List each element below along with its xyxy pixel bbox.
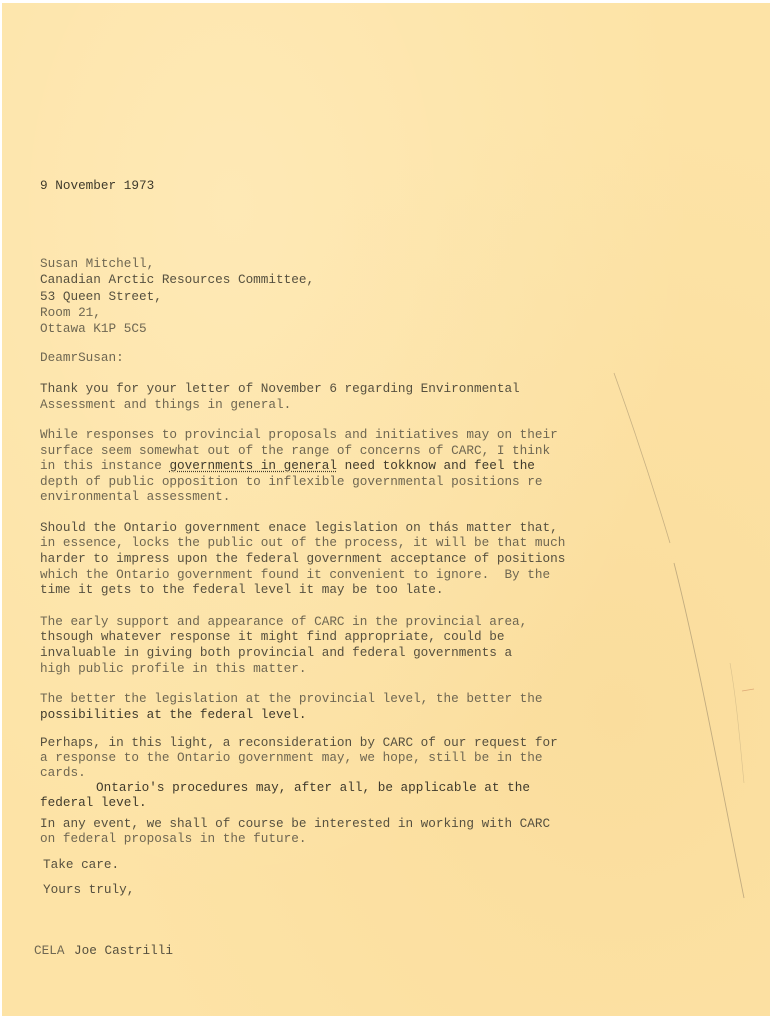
paragraph-2-line-1: While responses to provincial proposals and initiatives may on their [40, 427, 558, 442]
letter-page [2, 3, 770, 1016]
paragraph-2-line-3-end: need tokknow and feel the [344, 458, 535, 473]
recipient-organization: Canadian Arctic Resources Committee, [40, 272, 315, 287]
paragraph-5-line-2: possibilities at the federal level. [40, 707, 307, 722]
paragraph-3-line-2: in essence, locks the public out of the process, it will be that much [40, 535, 566, 550]
pencil-stroke-upper [614, 373, 670, 543]
signature-overtype: CELA [34, 943, 65, 958]
overtyped-line-2: federal level. [40, 795, 147, 810]
paragraph-7-line-2: on federal proposals in the future. [40, 831, 307, 846]
recipient-name: Susan Mitchell, [40, 256, 155, 271]
paragraph-1-line-2: Assessment and things in general. [40, 397, 292, 412]
paragraph-4-line-4: high public profile in this matter. [40, 661, 307, 676]
paragraph-4-line-1: The early support and appearance of CARC in the provincial area, [40, 614, 528, 629]
paragraph-3-line-1: Should the Ontario government enace legislation on thás matter that, [40, 520, 558, 535]
paragraph-2-line-2: surface seem somewhat out of the range of concerns of CARC, I think [40, 443, 551, 458]
pencil-stroke-side [730, 663, 744, 783]
recipient-city: Ottawa K1P 5C5 [40, 321, 147, 336]
signature-name: Joe Castrilli [74, 943, 173, 958]
paragraph-6-line-3: cards. [40, 765, 86, 780]
paragraph-2-line-3-start: in this instance [40, 458, 170, 473]
paragraph-7-line-1: In any event, we shall of course be interested in working with CARC [40, 816, 551, 831]
salutation: DeamrSusan: [40, 350, 124, 365]
paragraph-1-line-1: Thank you for your letter of November 6 regarding Environmental [40, 381, 520, 396]
paragraph-3-line-4: which the Ontario government found it convenient to ignore. By the [40, 567, 551, 582]
letter-date: 9 November 1973 [40, 178, 155, 193]
overtyped-line-1: Ontario's procedures may, after all, be applicable at the [96, 780, 530, 795]
underlined-phrase: governments in general [169, 458, 337, 473]
recipient-street: 53 Queen Street, [40, 289, 162, 304]
recipient-room: Room 21, [40, 305, 101, 320]
paragraph-2-line-4: depth of public opposition to inflexible governmental positions re [40, 474, 543, 489]
paragraph-3-line-3: harder to impress upon the federal government acceptance of positions [40, 551, 566, 566]
closing-remark: Take care. [43, 857, 120, 872]
paragraph-2-line-5: environmental assessment. [40, 489, 231, 504]
pencil-stroke-lower [674, 563, 744, 898]
paragraph-6-line-2: a response to the Ontario government may, we hope, still be in the [40, 750, 543, 765]
paragraph-5-line-1: The better the legislation at the provincial level, the better the [40, 691, 543, 706]
pencil-tick [742, 689, 754, 691]
paragraph-4-line-3: invaluable in giving both provincial and federal governments a [40, 645, 513, 660]
paragraph-2-line-3 [40, 459, 535, 473]
closing: Yours truly, [43, 882, 135, 897]
paragraph-3-line-5: time it gets to the federal level it may be too late. [40, 582, 444, 597]
paragraph-4-line-2: thsough whatever response it might find appropriate, could be [40, 629, 505, 644]
paragraph-6-line-1: Perhaps, in this light, a reconsideration by CARC of our request for [40, 735, 558, 750]
